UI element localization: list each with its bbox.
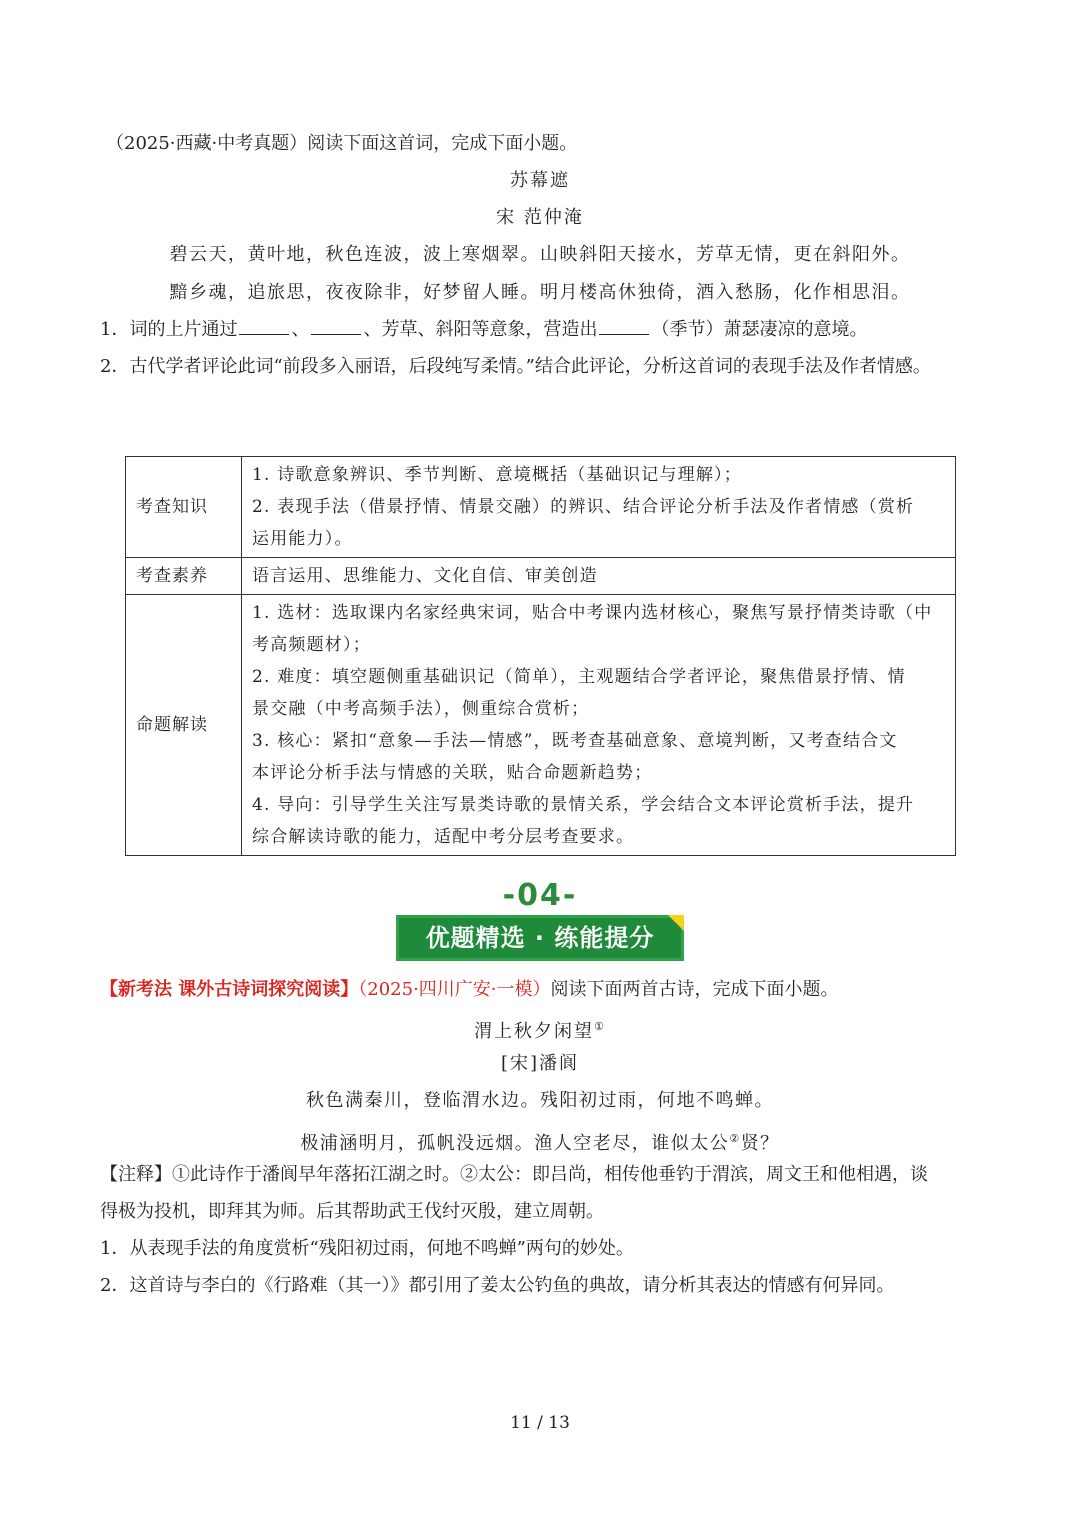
item-1-text-a: 1．词的上片通过 (100, 319, 238, 340)
footnote-marker: ② (729, 1132, 741, 1145)
fill-blank-1[interactable] (239, 318, 289, 335)
poem-2-author: [宋]潘阆 (500, 1053, 580, 1074)
question-2-item-1: 1．从表现手法的角度赏析“残阳初过雨，何地不鸣蝉”两句的妙处。 (100, 1238, 634, 1259)
item-1-text-c: （季节）萧瑟凄凉的意境。 (651, 319, 868, 340)
poem-2-line-2-end: 贤？ (740, 1133, 780, 1154)
poem-2-line-1: 秋色满秦川，登临渭水边。残阳初过雨，何地不鸣蝉。 (306, 1090, 774, 1111)
table-label-interpretation: 命题解读 (126, 595, 242, 856)
table-text: 4. 导向：引导学生关注写景类诗歌的景情关系，学会结合文本评论赏析手法，提升 (252, 795, 915, 815)
poem-1-author: 宋 范仲淹 (496, 207, 584, 228)
table-text: 景交融（中考高频手法），侧重综合赏析； (252, 699, 590, 719)
table-text: 3. 核心：紧扣“意象—手法—情感”，既考查基础意象、意境判断，又考查结合文 (252, 731, 898, 751)
poem-2-line-2-text: 极浦涵明月，孤帆没远烟。渔人空老尽，谁似太公 (300, 1133, 730, 1154)
item-1-text-b: 、芳草、斜阳等意象，营造出 (363, 319, 598, 340)
poem-1-line-1: 碧云天，黄叶地，秋色连波，波上寒烟翠。山映斜阳天接水，芳草无情，更在斜阳外。 (169, 244, 911, 265)
table-text: 考高频题材）； (252, 635, 371, 655)
table-text: 综合解读诗歌的能力，适配中考分层考查要求。 (252, 827, 635, 847)
poem-1-line-2: 黯乡魂，追旅思，夜夜除非，好梦留人睡。明月楼高休独倚，酒入愁肠，化作相思泪。 (169, 282, 911, 303)
table-text: 本评论分析手法与情感的关联，贴合命题新趋势； (252, 763, 653, 783)
annotation-text: ①此诗作于潘阆早年落拓江湖之时。②太公：即吕尚，相传他垂钓于渭滨，周文王和他相遇，谈 (172, 1164, 928, 1185)
poem-2-title (0, 1014, 1080, 1045)
table-text: 运用能力）。 (252, 529, 353, 549)
section-banner: 优题精选 · 练能提分 (396, 915, 684, 961)
item-1-sep: 、 (291, 319, 310, 340)
annotation-line-2: 得极为投机，即拜其为师。后其帮助武王伐纣灭殷，建立周朝。 (100, 1201, 604, 1222)
question-2-intro (100, 977, 839, 1003)
fill-blank-2[interactable] (311, 318, 361, 335)
poem-2-line-2 (0, 1126, 1080, 1157)
section-number: -04- (502, 878, 578, 913)
exam-analysis-table (125, 456, 956, 856)
question-source: （2025·四川广安·一模） (358, 979, 551, 1000)
table-row (126, 457, 956, 558)
table-text: 2. 表现手法（借景抒情、情景交融）的辨识、结合评论分析手法及作者情感（赏析 (252, 497, 915, 517)
annotation-label: 【注释】 (100, 1164, 172, 1185)
table-text: 1. 诗歌意象辨识、季节判断、意境概括（基础识记与理解）； (252, 465, 742, 485)
page-number: 11 / 13 (510, 1413, 570, 1433)
table-label-knowledge: 考查知识 (126, 457, 242, 558)
banner-corner-decoration (668, 915, 684, 931)
annotation-line-1 (100, 1162, 928, 1188)
table-text: 2. 难度：填空题侧重基础识记（简单），主观题结合学者评论，聚焦借景抒情、情 (252, 667, 906, 687)
question-1-item-2: 2．古代学者评论此词“前段多入丽语，后段纯写柔情。”结合此评论，分析这首词的表现手法及作者情感。 (100, 356, 931, 377)
question-2-intro-text: 阅读下面两首古诗，完成下面小题。 (550, 979, 839, 1000)
fill-blank-3[interactable] (599, 318, 649, 335)
question-1-intro: （2025·西藏·中考真题）阅读下面这首词，完成下面小题。 (106, 133, 578, 154)
table-row (126, 595, 956, 856)
table-cell-interpretation (242, 595, 956, 856)
question-tag: 【新考法 课外古诗词探究阅读】 (100, 979, 359, 1000)
table-cell-knowledge (242, 457, 956, 558)
footnote-marker: ① (594, 1020, 606, 1033)
poem-2-title-text: 渭上秋夕闲望 (474, 1021, 595, 1042)
question-1-item-1 (100, 317, 867, 343)
question-2-item-2: 2．这首诗与李白的《行路难（其一）》都引用了姜太公钓鱼的典故，请分析其表达的情感有何异同。 (100, 1275, 895, 1296)
poem-1-title: 苏幕遮 (510, 170, 570, 191)
table-label-literacy: 考查素养 (126, 558, 242, 595)
table-cell-literacy: 语言运用、思维能力、文化自信、审美创造 (242, 558, 956, 595)
table-row (126, 558, 956, 595)
table-text: 1. 选材：选取课内名家经典宋词，贴合中考课内选材核心，聚焦写景抒情类诗歌（中 (252, 603, 933, 623)
